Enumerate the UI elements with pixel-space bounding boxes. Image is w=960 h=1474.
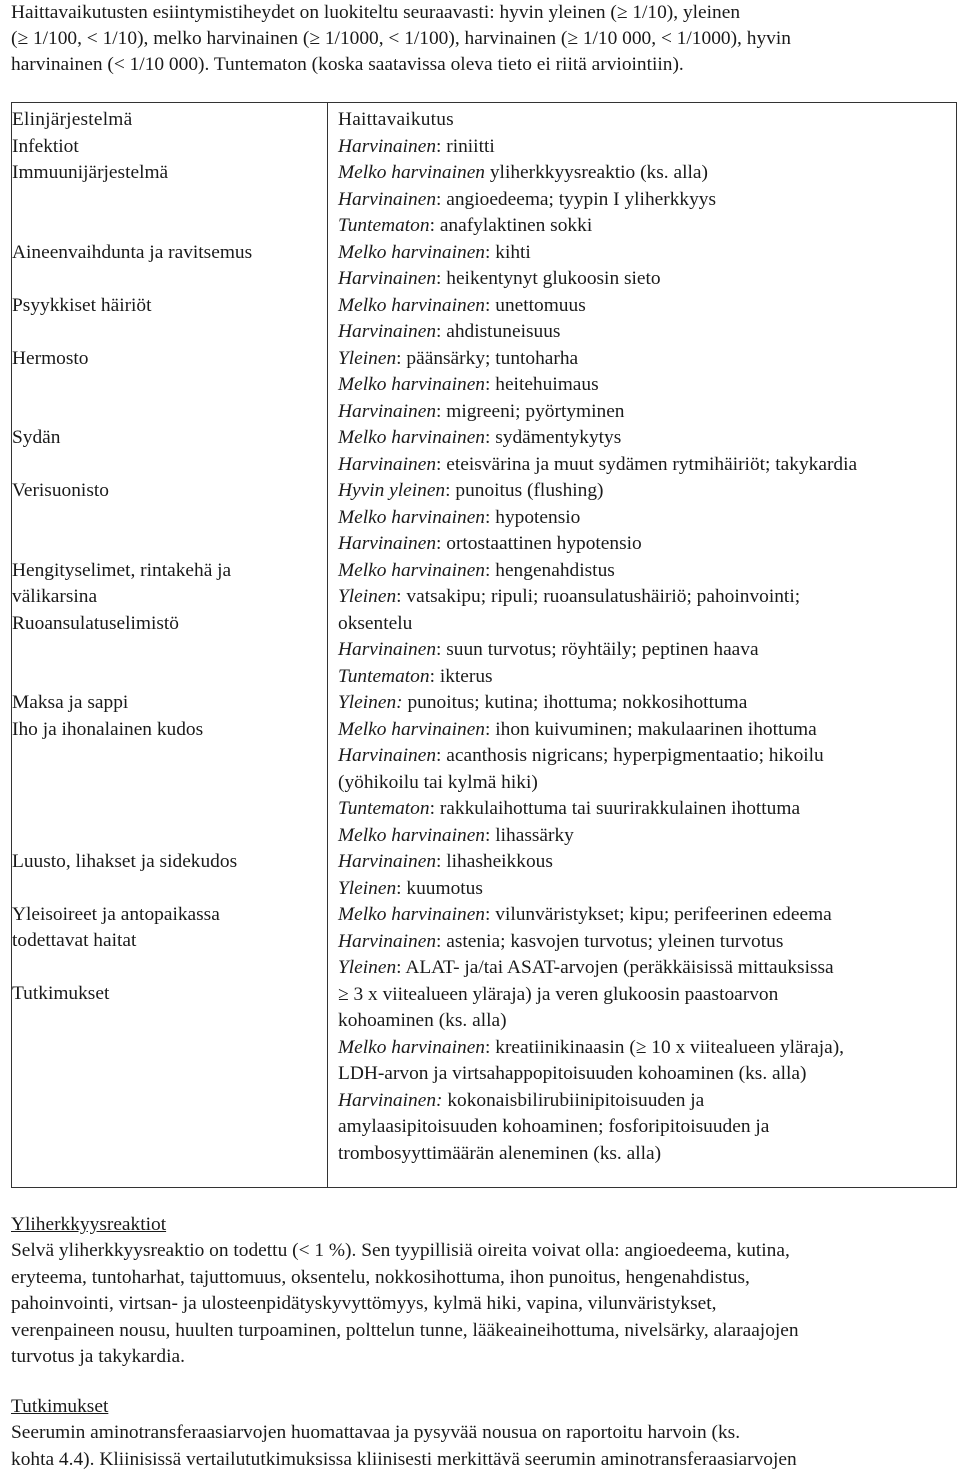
adverse-effect-line (338, 823, 574, 849)
frequency-label: Melko harvinainen (338, 241, 486, 263)
adverse-effect-line (338, 1008, 507, 1034)
organ-system-label: Aineenvaihdunta ja ravitsemus (12, 241, 253, 263)
adverse-effect-text: : astenia; kasvojen turvotus; yleinen turvotus (436, 930, 784, 952)
adverse-effect-line (338, 293, 586, 319)
adverse-effect-text: : heikentynyt glukoosin sieto (436, 268, 661, 289)
frequency-label: Harvinainen (338, 135, 437, 157)
adverse-effect-line (338, 743, 824, 769)
hypersensitivity-line: turvotus ja takykardia. (11, 1346, 185, 1367)
frequency-label: Melko harvinainen (338, 718, 486, 740)
adverse-effect-line (338, 531, 642, 557)
adverse-effect-text: : kreatiinikinaasin (≥ 10 x viitealueen yläraja), (485, 1036, 845, 1058)
adverse-effect-text: kohoaminen (ks. alla) (338, 1010, 507, 1031)
intro-line: harvinainen (< 1/10 000). Tuntematon (koska saatavissa oleva tieto ei riitä arviointiin). (11, 54, 684, 75)
frequency-label: Melko harvinainen (338, 559, 486, 581)
adverse-effect-text: : lihasheikkous (436, 851, 553, 872)
frequency-label: Tuntematon (338, 665, 430, 687)
adverse-effect-text: ≥ 3 x viitealueen yläraja) ja veren glukoosin paastoarvon (338, 983, 779, 1005)
adverse-effect-line (338, 478, 604, 504)
frequency-label: Harvinainen (338, 533, 437, 554)
frequency-label: Melko harvinainen (338, 162, 486, 183)
organ-system-label: Luusto, lihakset ja sidekudos (12, 850, 238, 872)
investigations-line: kohta 4.4). Kliinisissä vertailututkimuksissa kliinisesti merkittävä seerumin aminotransferaasiarvojen (11, 1448, 797, 1470)
frequency-label: Tuntematon (338, 798, 430, 819)
adverse-effect-text: : sydämentykytys (485, 427, 622, 448)
adverse-effect-text: (yöhikoilu tai kylmä hiki) (338, 771, 538, 793)
adverse-effect-line (338, 902, 832, 928)
adverse-effect-text: : ALAT- ja/tai ASAT-arvojen (peräkkäisissä mittauksissa (396, 957, 834, 978)
organ-system-label: Sydän (12, 427, 61, 448)
investigations-line: Seerumin aminotransferaasiarvojen huomattavaa ja pysyvää nousua on raportoitu harvoin (ks. (11, 1422, 741, 1443)
adverse-effect-text: : ahdistuneisuus (436, 321, 561, 342)
adverse-effect-text: : acanthosis nigricans; hyperpigmentaatio; hikoilu (436, 745, 824, 766)
adverse-effect-line (338, 266, 661, 292)
adverse-effect-line (338, 399, 625, 425)
frequency-label: Harvinainen (338, 930, 437, 952)
hypersensitivity-line: verenpaineen nousu, huulten turpoaminen, polttelun tunne, lääkeaineihottuma, nivelsärky, alaraajojen (11, 1319, 799, 1341)
adverse-effect-line (338, 664, 493, 690)
organ-system-label: Ruoansulatuselimistö (12, 612, 179, 634)
adverse-effect-line (338, 1114, 769, 1140)
adverse-effect-text: : ikterus (429, 665, 493, 687)
hypersensitivity-line: eryteema, tuntoharhat, tajuttomuus, oksentelu, nokkosihottuma, ihon punoitus, hengenahdistus, (11, 1266, 750, 1288)
adverse-effect-line (338, 637, 759, 663)
frequency-label: Harvinainen: (338, 1089, 443, 1111)
adverse-effect-line (338, 240, 531, 266)
frequency-label: Harvinainen (338, 453, 437, 475)
organ-system-label: Immuunijärjestelmä (12, 162, 169, 183)
organ-system-label: Yleisoireet ja antopaikassa (12, 903, 220, 925)
adverse-effect-text: : kihti (485, 241, 531, 263)
intro-line: Haittavaikutusten esiintymistiheydet on luokiteltu seuraavasti: hyvin yleinen (≥ 1/10), yleinen (11, 2, 741, 23)
adverse-effect-line (338, 213, 592, 239)
frequency-label: Melko harvinainen (338, 374, 486, 395)
adverse-effect-line (338, 849, 553, 875)
adverse-effect-text: amylaasipitoisuuden kohoaminen; fosforipitoisuuden ja (338, 1116, 770, 1137)
adverse-effect-line (338, 452, 857, 478)
adverse-effect-text: : kuumotus (396, 877, 483, 899)
organ-system-label: Psyykkiset häiriöt (12, 294, 152, 316)
adverse-effect-line (338, 955, 834, 981)
adverse-effect-text: : vatsakipu; ripuli; ruoansulatushäiriö; pahoinvointi; (396, 586, 801, 607)
frequency-label: Hyvin yleinen (338, 480, 446, 501)
frequency-label: Melko harvinainen (338, 294, 486, 316)
adverse-effect-line (338, 372, 599, 398)
frequency-label: Tuntematon (338, 215, 430, 236)
hypersensitivity-line: Selvä yliherkkyysreaktio on todettu (< 1 %). Sen tyypillisiä oireita voivat olla: angioedeema, kutina, (11, 1240, 790, 1261)
frequency-label: Yleinen (338, 347, 397, 369)
adverse-effect-line (338, 796, 800, 822)
adverse-effect-text: : punoitus (flushing) (445, 480, 604, 501)
adverse-effect-text: : päänsärky; tuntoharha (396, 347, 579, 369)
column-header-adverse-effect: Haittavaikutus (338, 109, 454, 130)
adverse-effect-text: kokonaisbilirubiinipitoisuuden ja (442, 1089, 705, 1111)
frequency-label: Melko harvinainen (338, 904, 486, 925)
organ-system-label: Tutkimukset (12, 983, 110, 1004)
organ-system-column (12, 103, 328, 1188)
frequency-label: Melko harvinainen (338, 824, 486, 846)
organ-system-label: todettavat haitat (12, 930, 137, 951)
adverse-effect-line (338, 717, 817, 743)
investigations-title: Tutkimukset (11, 1396, 109, 1417)
adverse-effect-line (338, 1035, 844, 1061)
adverse-effect-text: : migreeni; pyörtyminen (436, 400, 625, 422)
frequency-label: Harvinainen (338, 400, 437, 422)
adverse-effect-text: punoitus; kutina; ihottuma; nokkosihottuma (402, 692, 748, 713)
frequency-label: Yleinen: (338, 692, 403, 713)
adverse-effect-line (338, 1141, 661, 1167)
adverse-effect-line (338, 929, 783, 955)
adverse-effect-text: : angioedeema; tyypin I yliherkkyys (436, 188, 717, 210)
adverse-effect-line (338, 1088, 704, 1114)
adverse-effect-text: yliherkkyysreaktio (ks. alla) (485, 162, 708, 183)
adverse-effect-line (338, 187, 716, 213)
organ-system-label: Infektiot (12, 135, 79, 157)
adverse-effect-line (338, 584, 800, 610)
adverse-effects-table (11, 102, 957, 1188)
frequency-label: Harvinainen (338, 321, 437, 342)
adverse-effect-text: : suun turvotus; röyhtäily; peptinen haava (436, 639, 759, 660)
frequency-label: Harvinainen (338, 639, 437, 660)
adverse-effect-text: trombosyyttimäärän aleneminen (ks. alla) (338, 1142, 662, 1164)
hypersensitivity-title: Yliherkkyysreaktiot (11, 1214, 167, 1235)
frequency-label: Harvinainen (338, 268, 437, 289)
frequency-label: Harvinainen (338, 851, 437, 872)
organ-system-label: Maksa ja sappi (12, 692, 129, 713)
intro-line: (≥ 1/100, < 1/10), melko harvinainen (≥ 1/1000, < 1/100), harvinainen (≥ 1/10 000, < 1/1000), hyvin (11, 28, 791, 49)
adverse-effect-text: : rakkulaihottuma tai suurirakkulainen ihottuma (429, 798, 801, 819)
frequency-label: Melko harvinainen (338, 506, 486, 528)
hypersensitivity-line: pahoinvointi, virtsan- ja ulosteenpidätyskyvyttömyys, kylmä hiki, vapina, vilunväristykset, (11, 1293, 717, 1314)
adverse-effect-text: : hypotensio (485, 506, 581, 528)
adverse-effect-text: : lihassärky (485, 824, 574, 846)
adverse-effect-line (338, 690, 747, 716)
adverse-effect-line (338, 876, 483, 902)
frequency-label: Harvinainen (338, 188, 437, 210)
adverse-effect-text: : ortostaattinen hypotensio (436, 533, 642, 554)
adverse-effect-line (338, 770, 538, 796)
frequency-label: Yleinen (338, 586, 397, 607)
adverse-effect-column (328, 103, 957, 1188)
adverse-effect-text: LDH-arvon ja virtsahappopitoisuuden kohoaminen (ks. alla) (338, 1063, 807, 1084)
column-header-organ-system: Elinjärjestelmä (12, 109, 133, 130)
adverse-effect-line (338, 134, 495, 160)
adverse-effect-text: : hengenahdistus (485, 559, 615, 581)
adverse-effect-text: oksentelu (338, 612, 413, 634)
adverse-effect-line (338, 1061, 807, 1087)
organ-system-label: Hermosto (12, 347, 89, 369)
adverse-effect-text: : unettomuus (485, 294, 586, 316)
adverse-effect-text: : heitehuimaus (485, 374, 599, 395)
frequency-label: Melko harvinainen (338, 427, 486, 448)
frequency-label: Melko harvinainen (338, 1036, 486, 1058)
adverse-effect-line (338, 425, 621, 451)
adverse-effect-line (338, 982, 778, 1008)
frequency-label: Yleinen (338, 957, 397, 978)
organ-system-label: välikarsina (12, 586, 98, 607)
organ-system-label: Verisuonisto (12, 480, 109, 501)
adverse-effect-line (338, 319, 560, 345)
frequency-label: Harvinainen (338, 745, 437, 766)
adverse-effect-text: : ihon kuivuminen; makulaarinen ihottuma (485, 718, 817, 740)
frequency-label: Yleinen (338, 877, 397, 899)
organ-system-label: Iho ja ihonalainen kudos (12, 718, 204, 740)
adverse-effect-line (338, 611, 412, 637)
adverse-effect-text: : vilunväristykset; kipu; perifeerinen edeema (485, 904, 832, 925)
adverse-effect-line (338, 346, 578, 372)
adverse-effect-text: : anafylaktinen sokki (429, 215, 593, 236)
organ-system-label: Hengityselimet, rintakehä ja (12, 559, 232, 581)
adverse-effect-text: : eteisvärina ja muut sydämen rytmihäiriöt; takykardia (436, 453, 858, 475)
adverse-effect-line (338, 160, 708, 186)
adverse-effect-line (338, 558, 615, 584)
adverse-effect-line (338, 505, 580, 531)
adverse-effect-text: : riniitti (436, 135, 495, 157)
